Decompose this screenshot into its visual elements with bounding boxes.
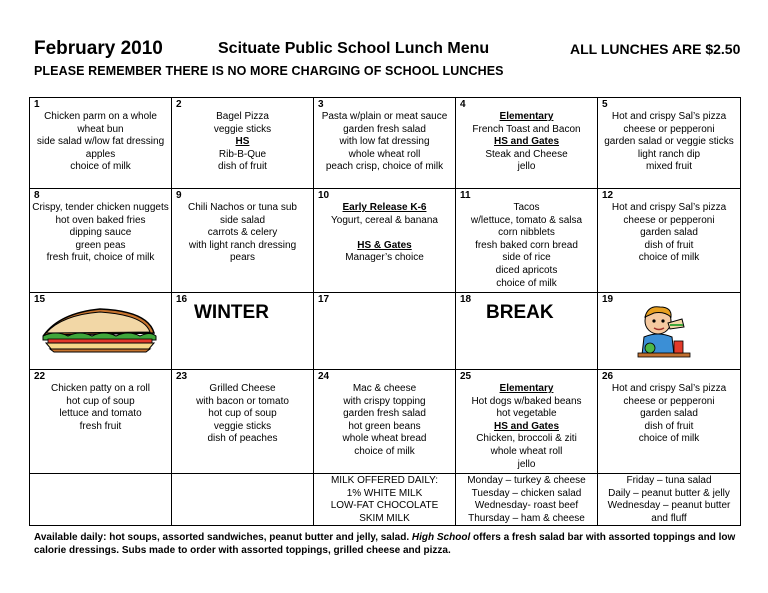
day-cell (456, 189, 598, 293)
menu-line: choice of milk (638, 433, 700, 445)
menu-line: veggie sticks (213, 420, 272, 432)
menu-line: Hot and crispy Sal’s pizza (611, 383, 727, 394)
week-row-2 (30, 189, 741, 293)
menu-line: garden fresh salad (343, 123, 426, 135)
winter-label: WINTER (194, 302, 269, 323)
menu-line: hot oven baked fries (55, 214, 146, 226)
menu-line: Daily – peanut butter & jelly (608, 487, 730, 499)
menu-line: hot cup of soup (66, 395, 135, 407)
menu-line: Elementary (499, 111, 554, 122)
menu-line (316, 227, 453, 240)
day-cell (30, 293, 172, 370)
menu-lines (456, 202, 597, 290)
hs-subs-lines (456, 474, 597, 525)
day-number: 19 (602, 294, 614, 305)
menu-line: HS (235, 136, 250, 148)
menu-lines (456, 111, 597, 174)
footer-text-1: Available daily: hot soups, assorted sandwiches, peanut butter and jelly, salad. (34, 532, 412, 543)
menu-line: Early Release K-6 (342, 202, 427, 213)
menu-line: garden salad (640, 227, 698, 239)
menu-line: carrots & celery (207, 227, 278, 239)
menu-line: Wednesday – peanut butter (607, 500, 731, 512)
day-number: 4 (460, 99, 466, 110)
charging-notice: PLEASE REMEMBER THERE IS NO MORE CHARGING OF SCHOOL LUNCHES (34, 64, 504, 78)
menu-line: Grilled Cheese (209, 383, 276, 394)
menu-line: dish of fruit (218, 161, 267, 173)
menu-line: Thursday – ham & cheese (468, 512, 585, 524)
day-cell (456, 98, 598, 189)
menu-line: mixed fruit (645, 161, 693, 173)
menu-lines (598, 111, 740, 174)
menu-line: hot cup of soup (208, 408, 277, 420)
day-cell (314, 98, 456, 189)
day-number: 17 (318, 294, 330, 305)
menu-line: w/lettuce, tomato & salsa (470, 214, 583, 226)
menu-line: Chicken patty on a roll (51, 383, 150, 394)
empty-cell (30, 474, 172, 526)
menu-line: Yogurt, cereal & banana (331, 214, 438, 226)
day-cell (598, 98, 741, 189)
day-cell (598, 293, 741, 370)
menu-lines (30, 202, 171, 265)
menu-calendar (29, 97, 741, 526)
menu-line: apples (85, 148, 116, 160)
menu-line: Steak and Cheese (485, 148, 568, 160)
menu-line: 1% WHITE MILK (346, 487, 423, 499)
menu-line: HS and Gates (493, 136, 560, 148)
day-number: 24 (318, 371, 330, 382)
lunch-price: ALL LUNCHES ARE $2.50 (570, 41, 741, 57)
day-cell (314, 293, 456, 370)
menu-line: with light ranch dressing (188, 239, 297, 251)
menu-line: Hot and crispy Sal’s pizza (611, 111, 727, 122)
menu-lines (30, 111, 171, 174)
menu-line: light ranch dip (637, 148, 701, 160)
day-number: 23 (176, 371, 188, 382)
hs-subs-cell (456, 474, 598, 526)
menu-line: Tuesday – chicken salad (471, 487, 582, 499)
day-cell (172, 189, 314, 293)
menu-line: with crispy topping (343, 395, 426, 407)
page-title: Scituate Public School Lunch Menu (218, 40, 490, 57)
menu-line: corn nibblets (498, 227, 555, 239)
menu-line: French Toast and Bacon (472, 123, 581, 135)
menu-line: garden salad or veggie sticks (604, 136, 734, 148)
day-cell (314, 189, 456, 293)
day-cell (598, 189, 741, 293)
day-cell (172, 98, 314, 189)
menu-line: HS & Gates (357, 239, 412, 251)
day-number: 3 (318, 99, 324, 110)
menu-line: Hot dogs w/baked beans (471, 395, 582, 407)
menu-line: Manager’s choice (345, 252, 424, 264)
menu-lines (172, 202, 313, 265)
menu-line: whole wheat roll (348, 148, 421, 160)
menu-line: hot green beans (348, 420, 421, 432)
day-number: 15 (34, 294, 46, 305)
milk-lines (314, 474, 455, 525)
menu-lines (314, 383, 455, 459)
menu-line: green peas (75, 239, 126, 251)
menu-lines (456, 383, 597, 471)
menu-line: and fluff (651, 512, 687, 524)
day-cell (456, 293, 598, 370)
menu-line: veggie sticks (213, 123, 272, 135)
menu-line: Rib-B-Que (218, 148, 267, 160)
menu-line: lettuce and tomato (59, 408, 142, 420)
day-cell (30, 189, 172, 293)
menu-line: LOW-FAT CHOCOLATE (330, 500, 439, 512)
menu-line: fresh fruit (79, 420, 122, 432)
day-number: 11 (460, 190, 471, 201)
menu-line: dipping sauce (69, 227, 132, 239)
day-number: 26 (602, 371, 614, 382)
day-number: 8 (34, 190, 40, 201)
elem-subs-cell (598, 474, 741, 526)
menu-line: Wednesday- roast beef (474, 500, 579, 512)
menu-lines (172, 383, 313, 446)
daily-options-row (30, 474, 741, 526)
menu-line: hot vegetable (496, 408, 557, 420)
menu-line: garden fresh salad (343, 408, 426, 420)
menu-line: side salad w/low fat dressing (36, 136, 165, 148)
menu-line: cheese or pepperoni (623, 123, 715, 135)
menu-line: Hot and crispy Sal’s pizza (611, 202, 727, 213)
menu-line: Chili Nachos or tuna sub (188, 202, 297, 213)
footer-note (34, 531, 744, 557)
menu-line: MILK OFFERED DAILY: (330, 475, 439, 486)
day-number: 1 (34, 99, 40, 110)
menu-line: peach crisp, choice of milk (325, 161, 444, 173)
menu-line: jello (517, 458, 536, 470)
menu-lines (314, 202, 455, 265)
day-number: 25 (460, 371, 472, 382)
menu-line: fresh fruit, choice of milk (46, 252, 155, 264)
footer-italic: High School (411, 532, 471, 543)
menu-line: choice of milk (496, 277, 557, 289)
menu-line: diced apricots (495, 264, 558, 276)
day-number: 10 (318, 190, 330, 201)
menu-line: choice of milk (354, 445, 415, 457)
day-number: 18 (460, 294, 472, 305)
menu-line: dish of peaches (207, 433, 278, 445)
day-cell (30, 98, 172, 189)
menu-lines (172, 111, 313, 174)
menu-line: fresh baked corn bread (475, 239, 578, 251)
menu-line: whole wheat bread (342, 433, 427, 445)
empty-cell (172, 474, 314, 526)
menu-line: pears (229, 252, 255, 264)
day-number: 5 (602, 99, 608, 110)
menu-line: Crispy, tender chicken nuggets (32, 202, 169, 213)
menu-line: cheese or pepperoni (623, 214, 715, 226)
menu-line: dish of fruit (644, 420, 694, 432)
day-cell (456, 370, 598, 474)
day-cell (30, 370, 172, 474)
menu-line: garden salad (640, 408, 698, 420)
menu-line: choice of milk (70, 161, 131, 173)
break-label: BREAK (486, 302, 554, 323)
menu-lines (598, 202, 740, 265)
day-cell (314, 370, 456, 474)
day-cell (598, 370, 741, 474)
sandwich-icon (40, 303, 160, 353)
week-row-1 (30, 98, 741, 189)
menu-lines (598, 383, 740, 446)
menu-line: with low fat dressing (339, 136, 430, 148)
menu-line: choice of milk (638, 252, 700, 264)
menu-line: Monday – turkey & cheese (467, 475, 586, 486)
menu-line: dish of fruit (644, 239, 694, 251)
menu-line: side of rice (502, 252, 551, 264)
menu-line: wheat bun (77, 123, 124, 135)
week-row-4 (30, 370, 741, 474)
elem-subs-lines (598, 474, 740, 525)
menu-line: with bacon or tomato (196, 395, 289, 407)
menu-line: SKIM MILK (359, 512, 410, 524)
menu-lines (314, 111, 455, 174)
child-eating-icon (634, 301, 696, 363)
day-number: 12 (602, 190, 614, 201)
menu-line: whole wheat roll (490, 445, 563, 457)
day-number: 2 (176, 99, 182, 110)
menu-line: Mac & cheese (352, 383, 417, 394)
day-cell (172, 293, 314, 370)
menu-line: Tacos (513, 202, 540, 213)
menu-line: side salad (219, 214, 266, 226)
day-number: 22 (34, 371, 46, 382)
day-number: 16 (176, 294, 188, 305)
menu-line: Bagel Pizza (216, 111, 269, 122)
day-cell (172, 370, 314, 474)
menu-line: Pasta w/plain or meat sauce (321, 111, 448, 122)
menu-line: Elementary (499, 383, 554, 394)
menu-line: Chicken, broccoli & ziti (476, 433, 577, 445)
footer-text-2: offers a fresh salad bar with assorted toppings and low calorie dressings. Subs made to order with assorted toppings, grilled cheese and pizza. (34, 532, 736, 556)
day-number: 9 (176, 190, 182, 201)
month-title: February 2010 (34, 38, 163, 59)
menu-line: HS and Gates (493, 420, 560, 432)
week-row-3 (30, 293, 741, 370)
menu-lines (30, 383, 171, 433)
menu-line: cheese or pepperoni (623, 395, 715, 407)
milk-cell (314, 474, 456, 526)
menu-line: Chicken parm on a whole (44, 111, 157, 122)
menu-line: Friday – tuna salad (626, 475, 712, 486)
menu-line: jello (517, 161, 536, 173)
